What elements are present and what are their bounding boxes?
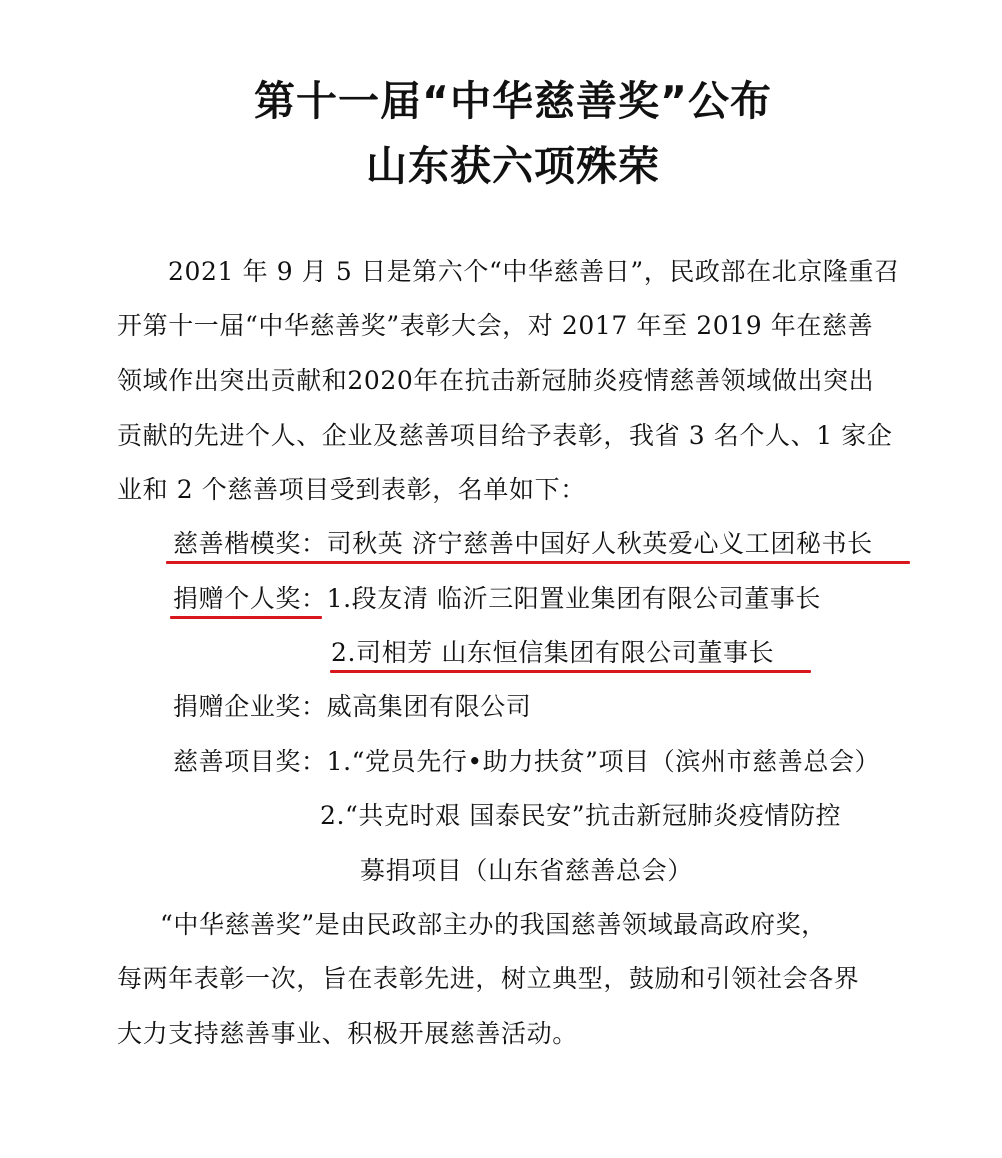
paragraph-line: “中华慈善奖”是由民政部主办的我国慈善领域最高政府奖，: [160, 910, 827, 939]
award-charity-project-1: 慈善项目奖：1.“党员先行•助力扶贫”项目（滨州市慈善总会）: [173, 747, 881, 776]
red-underline-mark: [166, 561, 910, 564]
paragraph-line: 业和 2 个慈善项目受到表彰，名单如下：: [117, 475, 586, 504]
paragraph-line: 开第十一届“中华慈善奖”表彰大会，对 2017 年至 2019 年在慈善: [117, 311, 874, 340]
paragraph-line: 贡献的先进个人、企业及慈善项目给予表彰，我省 3 名个人、1 家企: [117, 421, 893, 450]
award-individual-donor-2: 2.司相芳 山东恒信集团有限公司董事长: [331, 638, 775, 667]
paragraph-line: 每两年表彰一次，旨在表彰先进，树立典型，鼓励和引领社会各界: [117, 964, 860, 993]
award-charity-model: 慈善楷模奖：司秋英 济宁慈善中国好人秋英爱心义工团秘书长: [173, 529, 873, 558]
award-individual-donor-1: 捐赠个人奖：1.段友清 临沂三阳置业集团有限公司董事长: [173, 584, 822, 613]
award-charity-project-2: 2.“共克时艰 国泰民安”抗击新冠肺炎疫情防控: [320, 801, 842, 830]
paragraph-line: 2021 年 9 月 5 日是第六个“中华慈善日”，民政部在北京隆重召: [168, 257, 900, 286]
award-corporate-donor: 捐赠企业奖：威高集团有限公司: [173, 692, 532, 721]
award-charity-project-2-cont: 募捐项目（山东省慈善总会）: [360, 856, 693, 885]
red-underline-mark: [330, 670, 811, 673]
paragraph-line: 大力支持慈善事业、积极开展慈善活动。: [117, 1019, 578, 1048]
paragraph-line: 领域作出突出贡献和2020年在抗击新冠肺炎疫情慈善领域做出突出: [117, 366, 875, 395]
document-title-line2: 山东获六项殊荣: [366, 142, 660, 190]
red-underline-mark: [170, 616, 322, 619]
document-title-line1: 第十一届“中华慈善奖”公布: [254, 77, 772, 125]
